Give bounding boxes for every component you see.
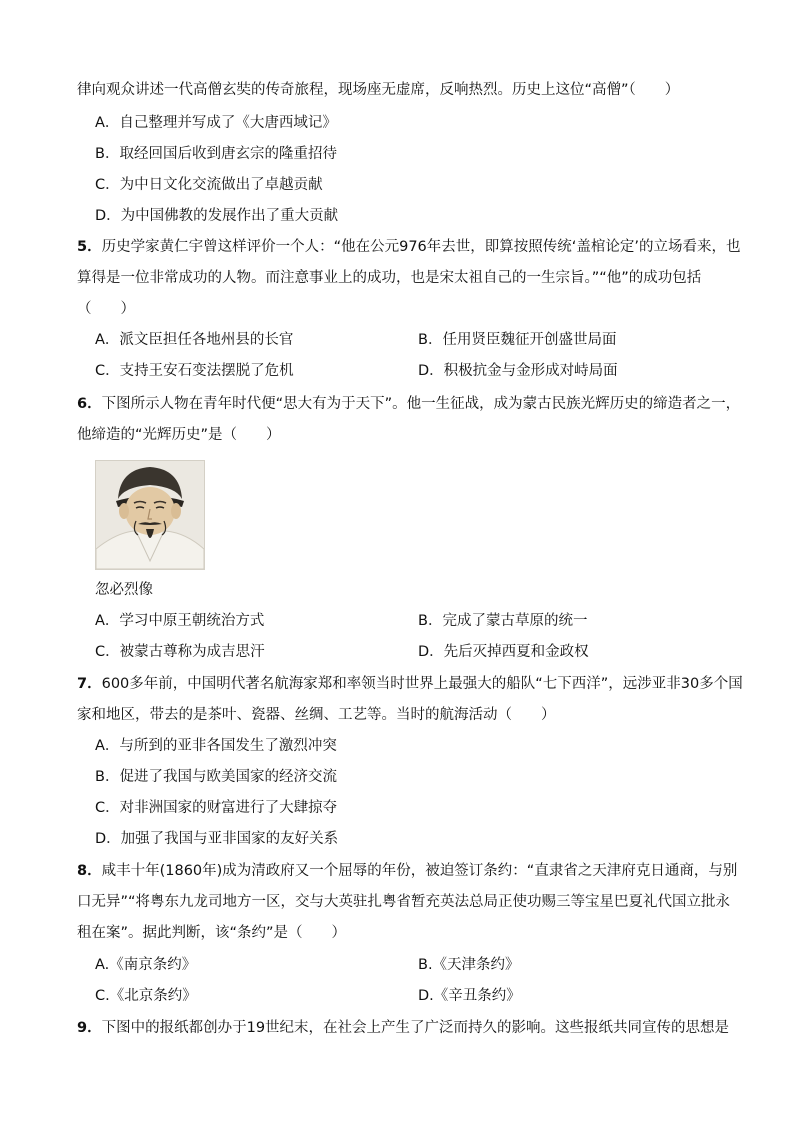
q9-stem-line1 xyxy=(77,1018,729,1038)
q5-option-a[interactable]: A．派文臣担任各地州县的长官 xyxy=(95,332,294,348)
q7-option-b[interactable]: B．促进了我国与欧美国家的经济交流 xyxy=(95,769,337,785)
q8-stem-line1 xyxy=(77,861,737,881)
q4-option-b[interactable]: B．取经回国后收到唐玄宗的隆重招待 xyxy=(95,146,337,162)
q5-number: 5． xyxy=(77,239,102,255)
q6-option-a[interactable]: A．学习中原王朝统治方式 xyxy=(95,613,265,629)
q7-stem-line1 xyxy=(77,674,743,694)
q8-option-c[interactable]: C.《北京条约》 xyxy=(95,988,197,1004)
q6-option-c[interactable]: C．被蒙古尊称为成吉思汗 xyxy=(95,644,265,660)
q6-option-b[interactable]: B．完成了蒙古草原的统一 xyxy=(418,613,588,629)
q6-option-d[interactable]: D．先后灭掉西夏和金政权 xyxy=(418,644,589,660)
q5-option-b[interactable]: B．任用贤臣魏征开创盛世局面 xyxy=(418,332,617,348)
q8-stem-line3: 租在案”。据此判断，该“条约”是（ ） xyxy=(77,925,347,941)
q6-image-caption: 忽必烈像 xyxy=(95,582,153,598)
q5-stem-line1 xyxy=(77,237,741,257)
q7-option-c[interactable]: C．对非洲国家的财富进行了大肆掠夺 xyxy=(95,800,338,816)
q7-number: 7． xyxy=(77,676,102,692)
q7-option-a[interactable]: A．与所到的亚非各国发生了激烈冲突 xyxy=(95,738,337,754)
q7-stem-text1: 600多年前，中国明代著名航海家郑和率领当时世界上最强大的船队“七下西洋”，远涉亚非30多个国 xyxy=(101,676,743,692)
q4-stem-tail: 律向观众讲述一代高僧玄奘的传奇旅程，现场座无虚席，反响热烈。历史上这位“高僧”（ ） xyxy=(77,82,680,98)
q7-stem-line2: 家和地区，带去的是茶叶、瓷器、丝绸、工艺等。当时的航海活动（ ） xyxy=(77,707,556,723)
q5-stem-text1: 历史学家黄仁宇曾这样评价一个人：“他在公元976年去世，即算按照传统‘盖棺论定’的立场看来，也 xyxy=(101,239,741,255)
q5-option-c[interactable]: C．支持王安石变法摆脱了危机 xyxy=(95,363,294,379)
q5-stem-line3: （ ） xyxy=(77,301,135,317)
q9-number: 9． xyxy=(77,1020,102,1036)
q4-option-c[interactable]: C．为中日文化交流做出了卓越贡献 xyxy=(95,177,323,193)
q8-number: 8． xyxy=(77,863,102,879)
q6-stem-text1: 下图所示人物在青年时代便“思大有为于天下”。他一生征战，成为蒙古民族光辉历史的缔造者之一， xyxy=(101,396,741,412)
q6-number: 6． xyxy=(77,396,102,412)
q5-stem-line2: 算得是一位非常成功的人物。而注意事业上的成功，也是宋太祖自己的一生宗旨。”“他”的成功包括 xyxy=(77,270,702,286)
kublai-khan-portrait xyxy=(95,460,205,570)
q7-option-d[interactable]: D．加强了我国与亚非国家的友好关系 xyxy=(95,831,339,847)
q9-stem-text1: 下图中的报纸都创办于19世纪末，在社会上产生了广泛而持久的影响。这些报纸共同宣传的思想是 xyxy=(101,1020,730,1036)
q4-option-a[interactable]: A．自己整理并写成了《大唐西域记》 xyxy=(95,115,337,131)
q6-stem-line2: 他缔造的“光辉历史”是（ ） xyxy=(77,427,281,443)
q5-option-d[interactable]: D．积极抗金与金形成对峙局面 xyxy=(418,363,618,379)
q8-option-a[interactable]: A.《南京条约》 xyxy=(95,957,197,973)
q8-stem-line2: 口无异”“将粤东九龙司地方一区，交与大英驻扎粤省暂充英法总局正使功赐三等宝星巴夏礼代国立批永 xyxy=(77,894,731,910)
q8-stem-text1: 咸丰十年(1860年)成为清政府又一个屈辱的年份，被迫签订条约：“直隶省之天津府克日通商，与别 xyxy=(101,863,738,879)
q6-stem-line1 xyxy=(77,394,740,414)
q8-option-b[interactable]: B.《天津条约》 xyxy=(418,957,520,973)
q8-option-d[interactable]: D.《辛丑条约》 xyxy=(418,988,521,1004)
q4-option-d[interactable]: D．为中国佛教的发展作出了重大贡献 xyxy=(95,208,339,224)
